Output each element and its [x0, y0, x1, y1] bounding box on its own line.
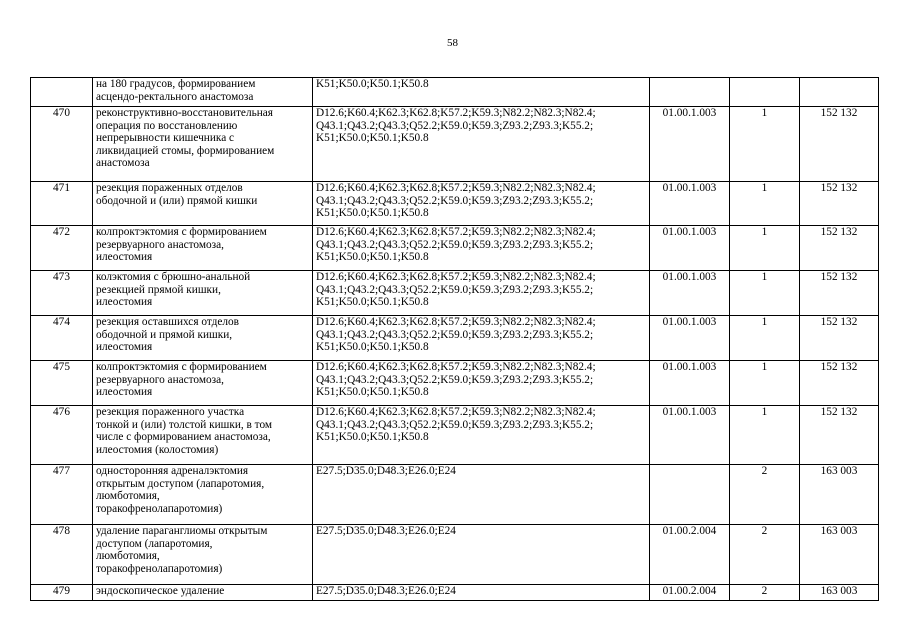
- patient-model: 1: [730, 107, 800, 182]
- standard-cost: 163 003: [800, 465, 879, 525]
- table-row: [31, 585, 879, 601]
- care-type-code: 01.00.1.003: [650, 406, 730, 465]
- standard-cost: 152 132: [800, 316, 879, 361]
- care-type-code: 01.00.1.003: [650, 271, 730, 316]
- row-number: 477: [31, 465, 93, 525]
- row-number: 470: [31, 107, 93, 182]
- patient-model: [730, 78, 800, 107]
- row-number: 471: [31, 182, 93, 226]
- procedure-description: резекция пораженного участка тонкой и (или) толстой кишки, в том числе с формированием анастомоза, илеостомия (колостомия): [93, 406, 313, 465]
- standard-cost: 152 132: [800, 226, 879, 271]
- procedure-description: колпроктэктомия с формированием резервуарного анастомоза, илеостомия: [93, 361, 313, 406]
- table-row: [31, 182, 879, 226]
- patient-model: 1: [730, 361, 800, 406]
- row-number: 472: [31, 226, 93, 271]
- care-type-code: [650, 78, 730, 107]
- row-number: 473: [31, 271, 93, 316]
- standard-cost: [800, 78, 879, 107]
- row-number: 475: [31, 361, 93, 406]
- standard-cost: 152 132: [800, 361, 879, 406]
- table-row: [31, 406, 879, 465]
- care-type-code: 01.00.2.004: [650, 525, 730, 585]
- standard-cost: 152 132: [800, 271, 879, 316]
- patient-model: 2: [730, 525, 800, 585]
- patient-model: 1: [730, 182, 800, 226]
- standard-cost: 163 003: [800, 525, 879, 585]
- procedure-description: односторонняя адреналэктомия открытым доступом (лапаротомия, люмботомия, торакофренолапаротомия): [93, 465, 313, 525]
- standard-cost: 163 003: [800, 585, 879, 601]
- table-row: [31, 107, 879, 182]
- patient-model: 2: [730, 585, 800, 601]
- diagnosis-codes: E27.5;D35.0;D48.3;E26.0;E24: [313, 585, 650, 601]
- diagnosis-codes: D12.6;K60.4;K62.3;K62.8;K57.2;K59.3;N82.2;N82.3;N82.4; Q43.1;Q43.2;Q43.3;Q52.2;K59.0;K59.3;Z93.2;Z93.3;K55.2; K51;K50.0;K50.1;K50.8: [313, 271, 650, 316]
- patient-model: 2: [730, 465, 800, 525]
- row-number: 478: [31, 525, 93, 585]
- procedure-description: удаление параганглиомы открытым доступом (лапаротомия, люмботомия, торакофренолапаротомия): [93, 525, 313, 585]
- diagnosis-codes: D12.6;K60.4;K62.3;K62.8;K57.2;K59.3;N82.2;N82.3;N82.4; Q43.1;Q43.2;Q43.3;Q52.2;K59.0;K59.3;Z93.2;Z93.3;K55.2; K51;K50.0;K50.1;K50.8: [313, 107, 650, 182]
- row-number: 479: [31, 585, 93, 601]
- standard-cost: 152 132: [800, 107, 879, 182]
- care-type-code: 01.00.1.003: [650, 226, 730, 271]
- care-type-code: 01.00.2.004: [650, 585, 730, 601]
- diagnosis-codes: E27.5;D35.0;D48.3;E26.0;E24: [313, 465, 650, 525]
- patient-model: 1: [730, 226, 800, 271]
- row-number: [31, 78, 93, 107]
- patient-model: 1: [730, 316, 800, 361]
- patient-model: 1: [730, 406, 800, 465]
- diagnosis-codes: D12.6;K60.4;K62.3;K62.8;K57.2;K59.3;N82.2;N82.3;N82.4; Q43.1;Q43.2;Q43.3;Q52.2;K59.0;K59.3;Z93.2;Z93.3;K55.2; K51;K50.0;K50.1;K50.8: [313, 316, 650, 361]
- standard-cost: 152 132: [800, 182, 879, 226]
- care-type-code: 01.00.1.003: [650, 316, 730, 361]
- row-number: 476: [31, 406, 93, 465]
- procedure-description: реконструктивно-восстановительная операция по восстановлению непрерывности кишечника с ликвидацией стомы, формированием анастомоза: [93, 107, 313, 182]
- procedure-description: на 180 градусов, формированием асцендо-ректального анастомоза: [93, 78, 313, 107]
- page-number: 58: [447, 37, 458, 49]
- row-number: 474: [31, 316, 93, 361]
- table-row: [31, 226, 879, 271]
- diagnosis-codes: D12.6;K60.4;K62.3;K62.8;K57.2;K59.3;N82.2;N82.3;N82.4; Q43.1;Q43.2;Q43.3;Q52.2;K59.0;K59.3;Z93.2;Z93.3;K55.2; K51;K50.0;K50.1;K50.8: [313, 406, 650, 465]
- table-row: [31, 361, 879, 406]
- table-row: [31, 525, 879, 585]
- diagnosis-codes: D12.6;K60.4;K62.3;K62.8;K57.2;K59.3;N82.2;N82.3;N82.4; Q43.1;Q43.2;Q43.3;Q52.2;K59.0;K59.3;Z93.2;Z93.3;K55.2; K51;K50.0;K50.1;K50.8: [313, 226, 650, 271]
- table-row: [31, 316, 879, 361]
- procedure-description: резекция пораженных отделов ободочной и (или) прямой кишки: [93, 182, 313, 226]
- care-type-code: 01.00.1.003: [650, 107, 730, 182]
- table-row: [31, 271, 879, 316]
- procedure-description: колпроктэктомия с формированием резервуарного анастомоза, илеостомия: [93, 226, 313, 271]
- table-row: [31, 465, 879, 525]
- table-row: [31, 78, 879, 107]
- procedure-description: эндоскопическое удаление: [93, 585, 313, 601]
- diagnosis-codes: D12.6;K60.4;K62.3;K62.8;K57.2;K59.3;N82.2;N82.3;N82.4; Q43.1;Q43.2;Q43.3;Q52.2;K59.0;K59.3;Z93.2;Z93.3;K55.2; K51;K50.0;K50.1;K50.8: [313, 361, 650, 406]
- care-type-code: [650, 465, 730, 525]
- procedure-description: резекция оставшихся отделов ободочной и прямой кишки, илеостомия: [93, 316, 313, 361]
- diagnosis-codes: K51;K50.0;K50.1;K50.8: [313, 78, 650, 107]
- diagnosis-codes: E27.5;D35.0;D48.3;E26.0;E24: [313, 525, 650, 585]
- patient-model: 1: [730, 271, 800, 316]
- procedures-table: [30, 77, 879, 601]
- care-type-code: 01.00.1.003: [650, 361, 730, 406]
- care-type-code: 01.00.1.003: [650, 182, 730, 226]
- diagnosis-codes: D12.6;K60.4;K62.3;K62.8;K57.2;K59.3;N82.2;N82.3;N82.4; Q43.1;Q43.2;Q43.3;Q52.2;K59.0;K59.3;Z93.2;Z93.3;K55.2; K51;K50.0;K50.1;K50.8: [313, 182, 650, 226]
- procedure-description: колэктомия с брюшно-анальной резекцией прямой кишки, илеостомия: [93, 271, 313, 316]
- standard-cost: 152 132: [800, 406, 879, 465]
